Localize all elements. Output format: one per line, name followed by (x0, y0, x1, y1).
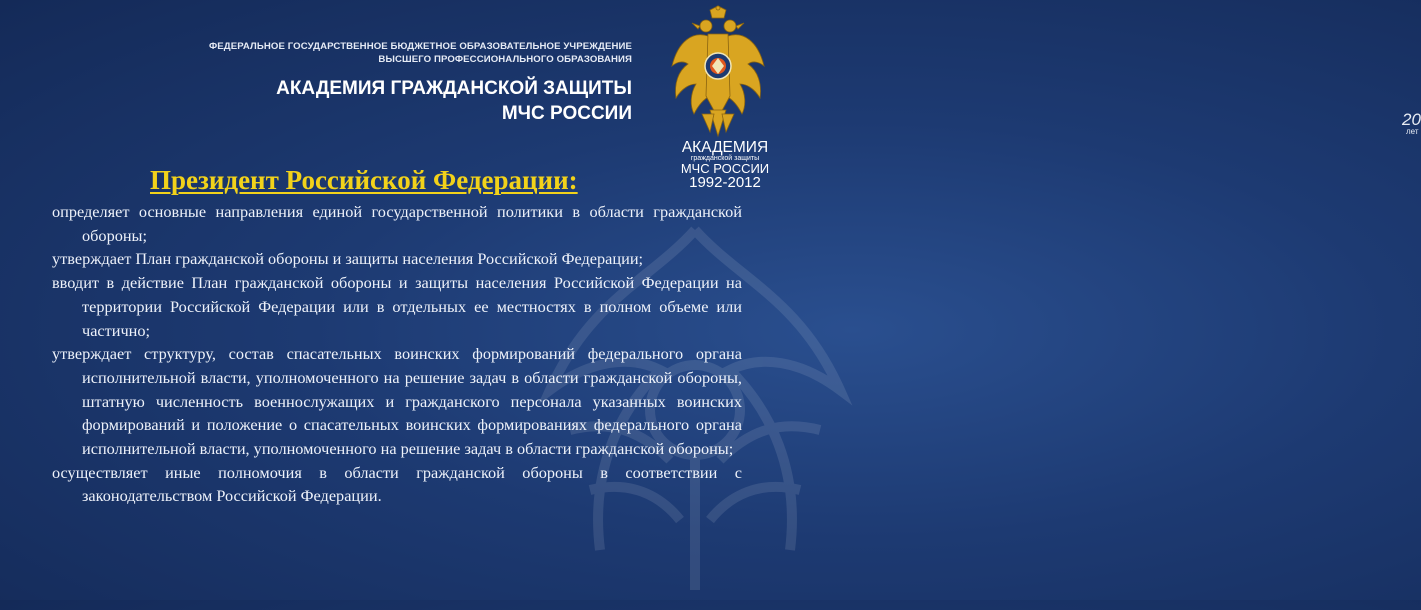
list-item: вводит в действие План гражданской обороны и защиты населения Российской Федерации на территории Российской Федерации или в отдельных ее местностях в полном объеме или частично; (52, 273, 742, 340)
double-headed-eagle-icon (668, 6, 768, 141)
logo-text-civil-protection: гражданской защиты (690, 155, 760, 162)
powers-list (52, 200, 742, 508)
org-title-line-1: АКАДЕМИЯ ГРАЖДАНСКОЙ ЗАЩИТЫ (276, 78, 632, 99)
list-item: определяет основные направления единой государственной политики в области гражданской обороны; (52, 202, 742, 245)
logo-text-academy: АКАДЕМИЯ (681, 139, 769, 156)
list-item: осуществляет иные полномочия в области гражданской обороны в соответствии с законодательством Российской Федерации. (52, 462, 742, 506)
organization-title (212, 76, 632, 126)
subtitle-line-2: ВЫСШЕГО ПРОФЕССИОНАЛЬНОГО ОБРАЗОВАНИЯ (378, 54, 632, 65)
subtitle-line-1: ФЕДЕРАЛЬНОЕ ГОСУДАРСТВЕННОЕ БЮДЖЕТНОЕ ОБРАЗОВАТЕЛЬНОЕ УЧРЕЖДЕНИЕ (209, 41, 632, 52)
list-item: утверждает структуру, состав спасательных воинских формирований федерального органа исполнительной власти, уполномоченного на решение задач в области гражданской обороны, штатную численность военнослужащих и гражданского персонала указанных воинских формирований и положение о спасательных воинских формированиях федерального органа исполнительной власти, уполномоченного на решение задач в области гражданской обороны; (52, 344, 742, 459)
logo-text-emercom: МЧС РОССИИ (680, 161, 770, 176)
list-item: утверждает План гражданской обороны и защиты населения Российской Федерации; (52, 249, 644, 269)
anniversary-unit: лет (1406, 127, 1419, 136)
org-title-line-2: МЧС РОССИИ (501, 103, 632, 124)
anniversary-number: 20 (1402, 110, 1421, 129)
page-heading: Президент Российской Федерации: (150, 165, 578, 195)
logo-text-years: 1992-2012 (689, 174, 761, 191)
institution-subtitle (112, 40, 632, 66)
